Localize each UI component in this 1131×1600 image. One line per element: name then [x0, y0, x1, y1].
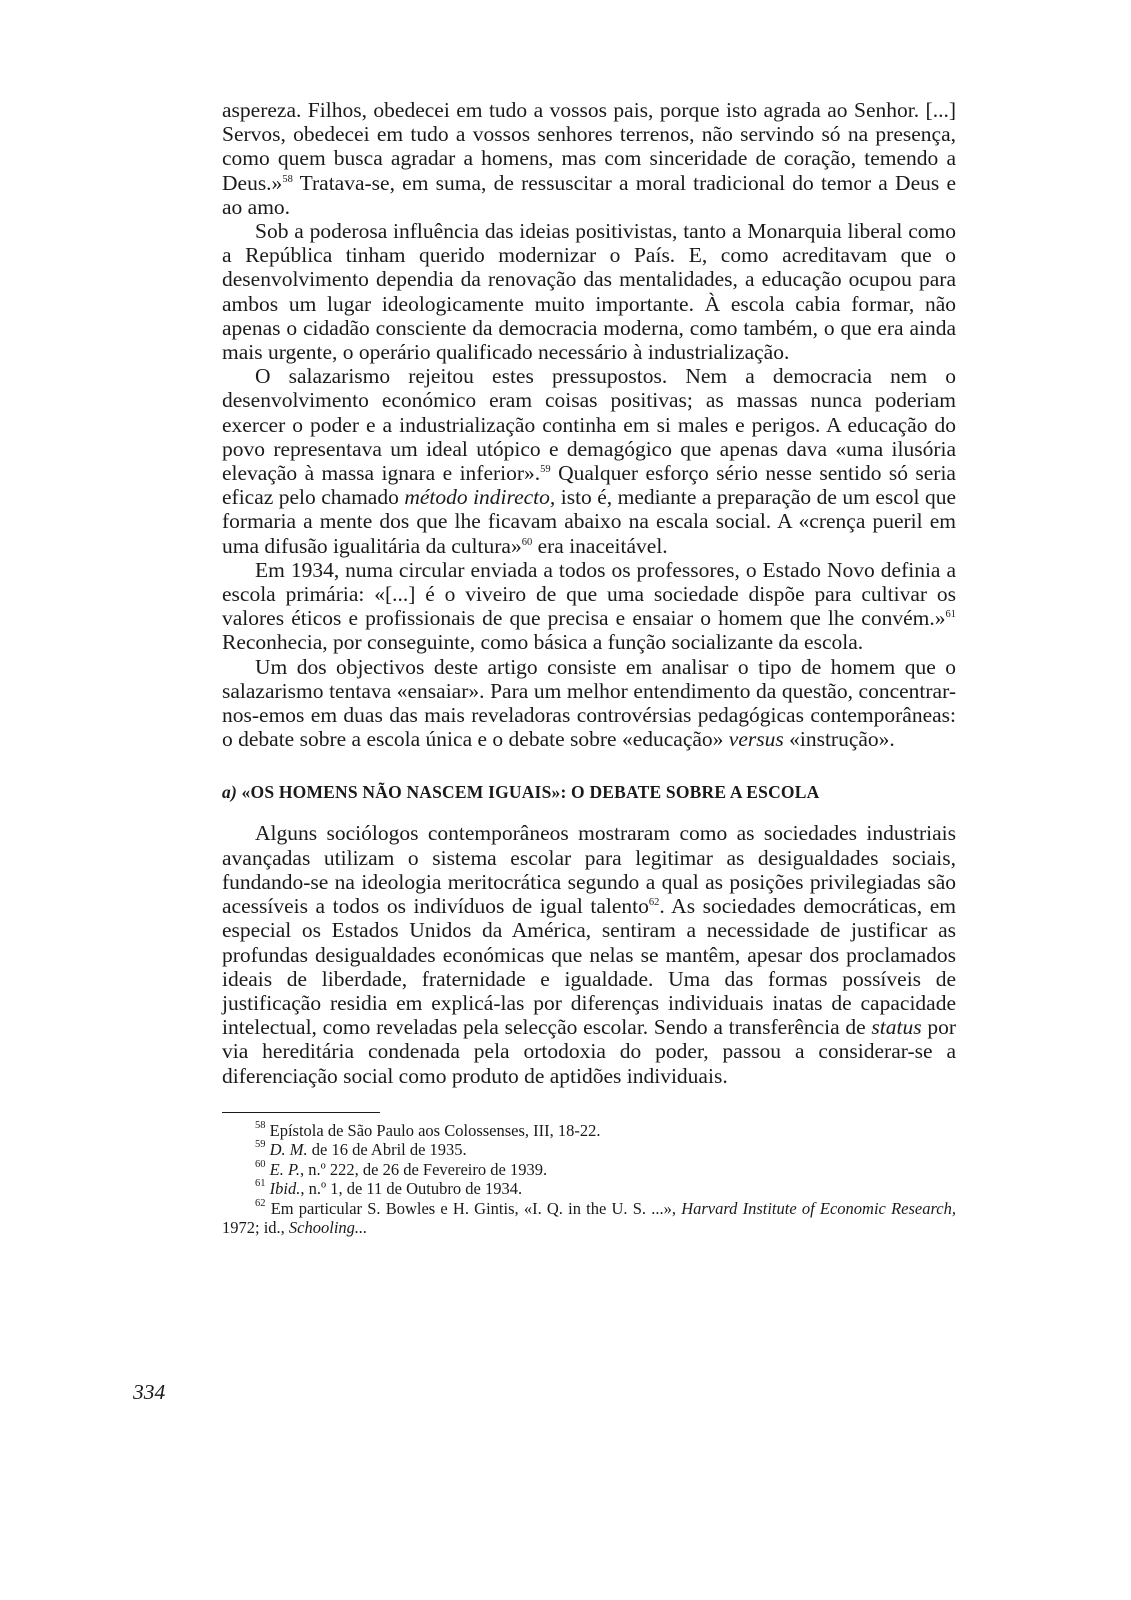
- footnote-number: 58: [255, 1119, 266, 1131]
- footnote-number: 61: [255, 1178, 266, 1190]
- paragraph-3-text-b: Qualquer esforço sério nesse sentido só seria eficaz pelo chamado: [222, 461, 956, 510]
- page-number: 334: [133, 1380, 166, 1404]
- footnote-number: 62: [255, 1197, 266, 1209]
- section-title: «OS HOMENS NÃO NASCEM IGUAIS»: O DEBATE SOBRE A ESCOLA: [236, 782, 820, 803]
- footnote-divider: [222, 1112, 380, 1113]
- paragraph-4-text: Em 1934, numa circular enviada a todos os professores, o Estado Novo definia a escola primária: «[...] é o viveiro de que uma sociedade dispõe para cultivar os valores éticos e profissionais de que precisa e ensaiar o homem que lhe convém.»: [222, 557, 956, 631]
- paragraph-6-text-b: . As sociedades democráticas, em especial os Estados Unidos da América, sentiram a necessidade de justificar as profundas desigualdades económicas que nelas se mantêm, apesar dos proclamados ideais de liberdade, fraternidade e igualdade. Uma das formas possíveis de justificação residia em explicá-las por diferenças individuais inatas de capacidade intelectual, como reveladas pela selecção escolar. Sendo a transferência de: [222, 894, 956, 1040]
- footnote-number: 59: [255, 1139, 266, 1151]
- paragraph-6: [222, 821, 956, 1087]
- footnote-ref-58[interactable]: 58: [282, 173, 293, 185]
- paragraph-3-text-a: O salazarismo rejeitou estes pressupostos. Nem a democracia nem o desenvolvimento económico eram coisas positivas; as massas nunca poderiam exercer o poder e a industrialização continha em si males e perigos. A educação do povo representava um ideal utópico e demagógico que apenas dava «uma ilusória elevação à massa ignara e inferior».: [222, 364, 956, 486]
- paragraph-1: [222, 98, 956, 219]
- paragraph-4-tail: Reconhecia, por conseguinte, como básica a função socializante da escola.: [222, 630, 864, 655]
- paragraph-1-text: aspereza. Filhos, obedecei em tudo a vossos pais, porque isto agrada ao Senhor. [...] Servos, obedecei em tudo a vossos senhores terrenos, não servindo só na presença, como quem busca agradar a homens, mas com sinceridade de coração, temendo a Deus.»: [222, 98, 956, 195]
- footnote-number: 60: [255, 1158, 266, 1170]
- footnote-ref-62[interactable]: 62: [648, 897, 660, 909]
- footnote-59: [222, 1140, 956, 1160]
- footnote-61: [222, 1179, 956, 1199]
- paragraph-1-tail: Tratava-se, em suma, de ressuscitar a moral tradicional do temor a Deus e ao amo.: [222, 170, 956, 219]
- paragraph-5: [222, 655, 956, 752]
- footnote-ref-59[interactable]: 59: [540, 464, 551, 476]
- paragraph-3-text-c: isto é, mediante a preparação de um escol que formaria a mente dos que lhe ficavam abaixo na escala social. A «crença pueril em uma difusão igualitária da cultura»: [222, 485, 956, 558]
- paragraph-2-text: Sob a poderosa influência das ideias positivistas, tanto a Monarquia liberal como a República tinham querido modernizar o País. E, como acreditavam que o desenvolvimento dependia da renovação das mentalidades, a educação ocupou para ambos um lugar ideologicamente muito importante. À escola cabia formar, não apenas o cidadão consciente da democracia moderna, como também, o que era ainda mais urgente, o operário qualificado necessário à industrialização.: [222, 219, 956, 365]
- page-content: [222, 98, 956, 1238]
- footnote-source: Harvard Institute of Economic Research,: [681, 1198, 956, 1218]
- footnote-ref-60[interactable]: 60: [521, 536, 533, 548]
- footnote-text: , n.º 222, de 26 de Fevereiro de 1939.: [300, 1159, 548, 1179]
- footnote-60: [222, 1160, 956, 1180]
- paragraph-6-emphasis: status: [871, 1015, 922, 1040]
- paragraph-5-text-a: Um dos objectivos deste artigo consiste em analisar o tipo de homem que o salazarismo tentava «ensaiar». Para um melhor entendimento da questão, concentrar-nos-emos em duas das mais reveladoras controvérsias pedagógicas contemporâneas: o debate sobre a escola única e o debate sobre «educação»: [222, 654, 956, 752]
- footnote-text: Epístola de São Paulo aos Colossenses, III, 18-22.: [265, 1120, 601, 1140]
- footnotes: [222, 1121, 956, 1238]
- footnote-source: E. P.: [269, 1159, 301, 1179]
- footnote-source: Ibid.: [269, 1179, 301, 1199]
- paragraph-5-text-b: «instrução».: [783, 727, 895, 752]
- footnote-text: de 16 de Abril de 1935.: [307, 1140, 467, 1160]
- footnote-text: , n.º 1, de 11 de Outubro de 1934.: [300, 1179, 523, 1199]
- section-heading: [222, 781, 956, 803]
- paragraph-3-emphasis: método indirecto,: [404, 485, 556, 510]
- paragraph-6-text-c: por via hereditária condenada pela ortodoxia do poder, passou a considerar-se a diferenciação social como produto de aptidões individuais.: [222, 1015, 956, 1088]
- footnote-source: D. M.: [269, 1140, 308, 1160]
- footnote-text-2: 1972; id.,: [222, 1218, 289, 1238]
- paragraph-6-text-a: Alguns sociólogos contemporâneos mostraram como as sociedades industriais avançadas utilizam o sistema escolar para legitimar as desigualdades sociais, fundando-se na ideologia meritocrática segundo a qual as posições privilegiadas são acessíveis a todos os indivíduos de igual talento: [222, 821, 956, 919]
- paragraph-4: [222, 558, 956, 655]
- footnote-62: [222, 1199, 956, 1238]
- section-marker: a): [222, 782, 237, 803]
- paragraph-2: [222, 219, 956, 364]
- footnote-ref-61[interactable]: 61: [945, 609, 956, 621]
- footnote-source-2: Schooling...: [288, 1218, 368, 1238]
- footnote-text: Em particular S. Bowles e H. Gintis, «I. Q. in the U. S. ...»,: [265, 1198, 682, 1218]
- paragraph-3: [222, 364, 956, 558]
- paragraph-5-emphasis: versus: [728, 727, 784, 752]
- paragraph-3-text-d: era inaceitável.: [532, 533, 668, 558]
- footnote-58: [222, 1121, 956, 1141]
